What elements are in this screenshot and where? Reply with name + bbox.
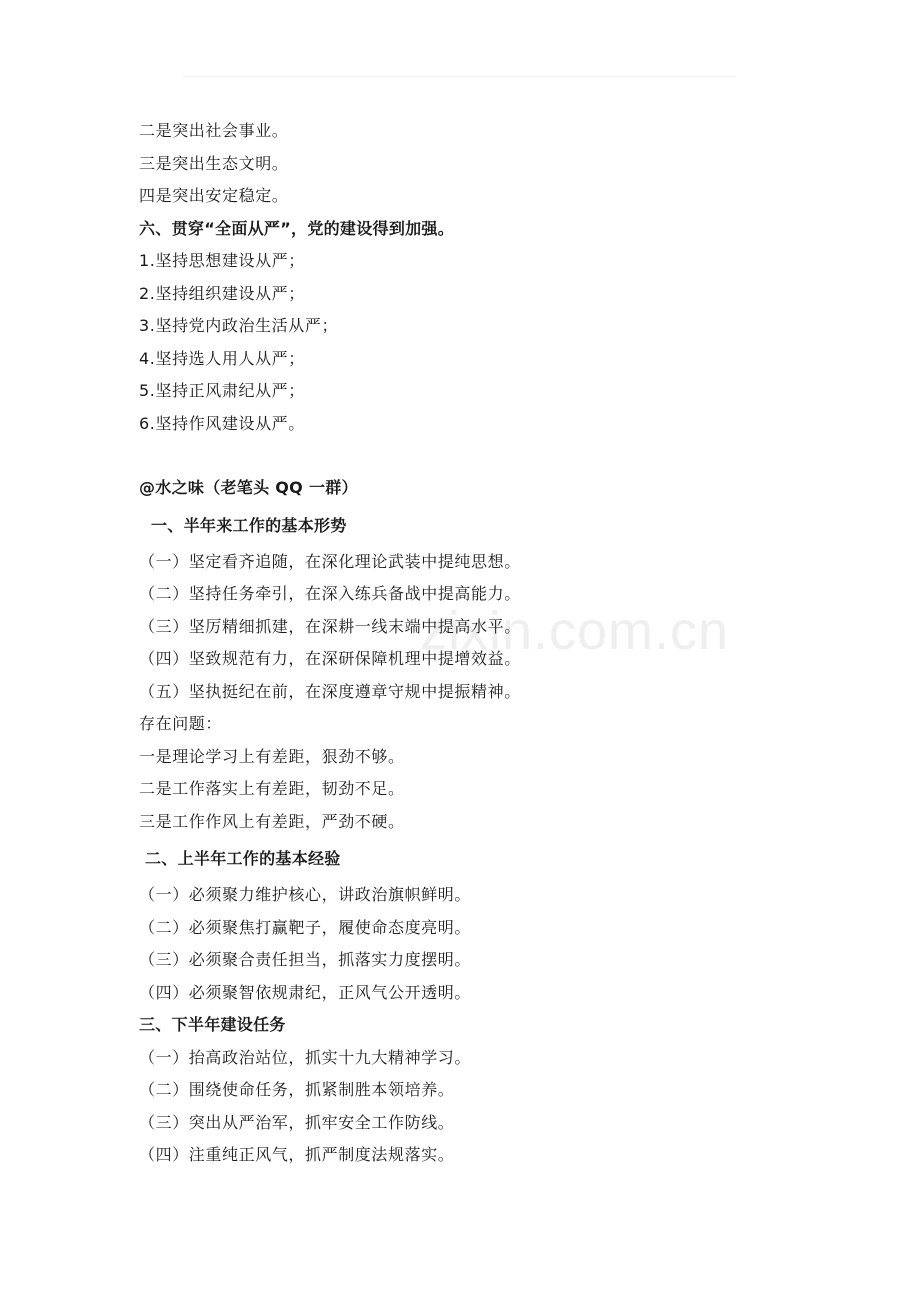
list-item: （四）必须聚智依规肃纪，正风气公开透明。 [139,982,472,1002]
list-item: （二）必须聚焦打赢靶子，履使命态度亮明。 [139,917,472,937]
header-rule [183,76,736,77]
list-item: （一）坚定看齐追随，在深化理论武装中提纯思想。 [139,551,521,571]
text-line: 三是突出生态文明。 [139,153,289,173]
document-body [139,115,759,1172]
list-item: （四）坚致规范有力，在深研保障机理中提增效益。 [139,649,521,668]
text-line: 一是理论学习上有差距，狠劲不够。 [139,746,405,766]
list-item: （四）注重纯正风气，抓严制度法规落实。 [139,1145,455,1164]
text-line: 二是工作落实上有差距，韧劲不足。 [139,779,405,798]
list-item: （二）坚持任务牵引，在深入练兵备战中提高能力。 [139,584,521,603]
text-line: 三是工作作风上有差距，严劲不硬。 [139,811,405,831]
list-item: 6.坚持作风建设从严。 [139,413,305,433]
list-item: 1.坚持思想建设从严； [139,251,305,270]
section-heading: 三、下半年建设任务 [139,1015,286,1034]
list-item: （三）突出从严治军，抓牢安全工作防线。 [139,1112,455,1132]
list-item: 2.坚持组织建设从严； [139,283,305,303]
footer-mark [446,1216,474,1222]
list-item: 5.坚持正风肃纪从严； [139,381,305,400]
list-item: 4.坚持选人用人从严； [139,348,305,368]
watermark: zixin.com.cn [420,601,730,661]
list-item: （五）坚执挺纪在前，在深度遵章守规中提振精神。 [139,681,521,701]
list-item: （三）坚厉精细抓建，在深耕一线末端中提高水平。 [139,616,521,636]
list-item: 3.坚持党内政治生活从严； [139,316,339,335]
text-line: 四是突出安定稳定。 [139,186,289,205]
section-heading: 一、半年来工作的基本形势 [151,515,347,535]
spacer [139,440,759,472]
section-heading: 二、上半年工作的基本经验 [145,849,341,868]
author-line: @水之味（老笔头 QQ 一群） [139,478,358,497]
list-item: （三）必须聚合责任担当，抓落实力度摆明。 [139,950,472,969]
list-item: （一）抬高政治站位，抓实十九大精神学习。 [139,1047,472,1067]
section-heading: 六、贯穿“全面从严”，党的建设得到加强。 [139,218,455,238]
text-line: 存在问题： [139,714,223,733]
list-item: （二）围绕使命任务，抓紧制胜本领培养。 [139,1080,455,1099]
text-line: 二是突出社会事业。 [139,121,289,140]
list-item: （一）必须聚力维护核心，讲政治旗帜鲜明。 [139,885,472,904]
